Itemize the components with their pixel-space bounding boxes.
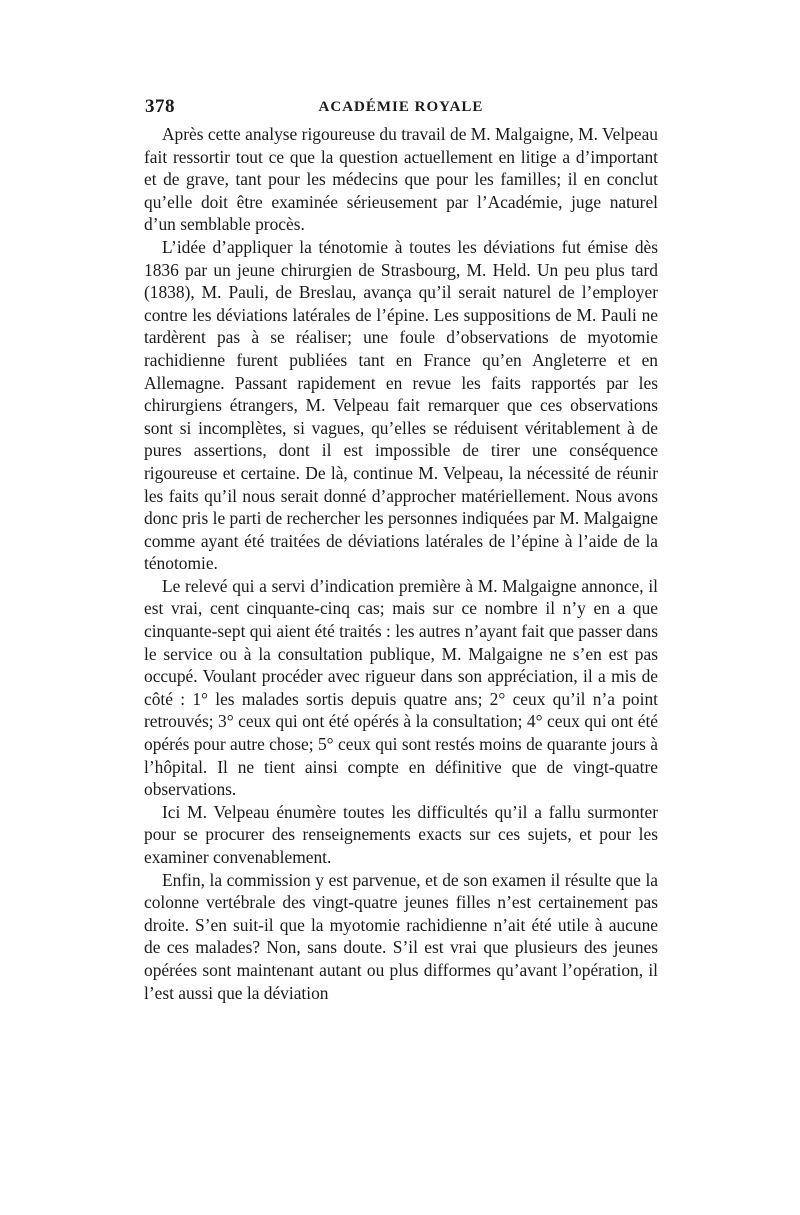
running-title: ACADÉMIE ROYALE [318,99,484,115]
page-header [145,96,657,124]
paragraph: Le relevé qui a servi d’indication première à M. Malgaigne annonce, il est vrai, cent cinquante-cinq cas; mais sur ce nombre il n’y en a que cinquante-sept qui aient été traités : les autres n’ayant fait que passer dans le service ou à la consultation publique, M. Malgaigne ne s’en est pas occupé. Voulant procéder avec rigueur dans son appréciation, il a mis de côté : 1° les malades sortis depuis quatre ans; 2° ceux qu’il n’a point retrouvés; 3° ceux qui ont été opérés à la consultation; 4° ceux qui ont été opérés pour autre chose; 5° ceux qui sont restés moins de quarante jours à l’hôpital. Il ne tient ainsi compte en définitive que de vingt-quatre observations. [144,575,658,800]
body-text [144,123,658,1004]
page-number: 378 [145,96,175,117]
paragraph: Après cette analyse rigoureuse du travail de M. Malgaigne, M. Velpeau fait ressortir tout ce que la question actuellement en litige a d’important et de grave, tant pour les médecins que pour les familles; il en conclut qu’elle doit être examinée sérieusement par l’Académie, juge naturel d’un semblable procès. [144,124,658,235]
paragraph: Enfin, la commission y est parvenue, et de son examen il résulte que la colonne vertébrale des vingt-quatre jeunes filles n’est certainement pas droite. S’en suit-il que la myotomie rachidienne n’ait été utile à aucune de ces malades? Non, sans doute. S’il est vrai que plusieurs des jeunes opérées sont maintenant autant ou plus difformes qu’avant l’opération, il l’est aussi que la déviation [144,869,658,1003]
paragraph: L’idée d’appliquer la ténotomie à toutes les déviations fut émise dès 1836 par un jeune chirurgien de Strasbourg, M. Held. Un peu plus tard (1838), M. Pauli, de Breslau, avança qu’il serait naturel de l’employer contre les déviations latérales de l’épine. Les suppositions de M. Pauli ne tardèrent pas à se réaliser; une foule d’observations de myotomie rachidienne furent publiées tant en France qu’en Angleterre et en Allemagne. Passant rapidement en revue les faits rapportés par les chirurgiens étrangers, M. Velpeau fait remarquer que ces observations sont si incomplètes, si vagues, qu’elles se réduisent véritablement à de pures assertions, dont il est impossible de tirer une conséquence rigoureuse et certaine. De là, continue M. Velpeau, la nécessité de réunir les faits qu’il nous serait donné d’approcher matériellement. Nous avons donc pris le parti de rechercher les personnes indiquées par M. Malgaigne comme ayant été traitées de déviations latérales de l’épine à l’aide de la ténotomie. [144,236,658,574]
paragraph: Ici M. Velpeau énumère toutes les difficultés qu’il a fallu surmonter pour se procurer des renseignements exacts sur ces sujets, et pour les examiner convenablement. [144,801,658,867]
